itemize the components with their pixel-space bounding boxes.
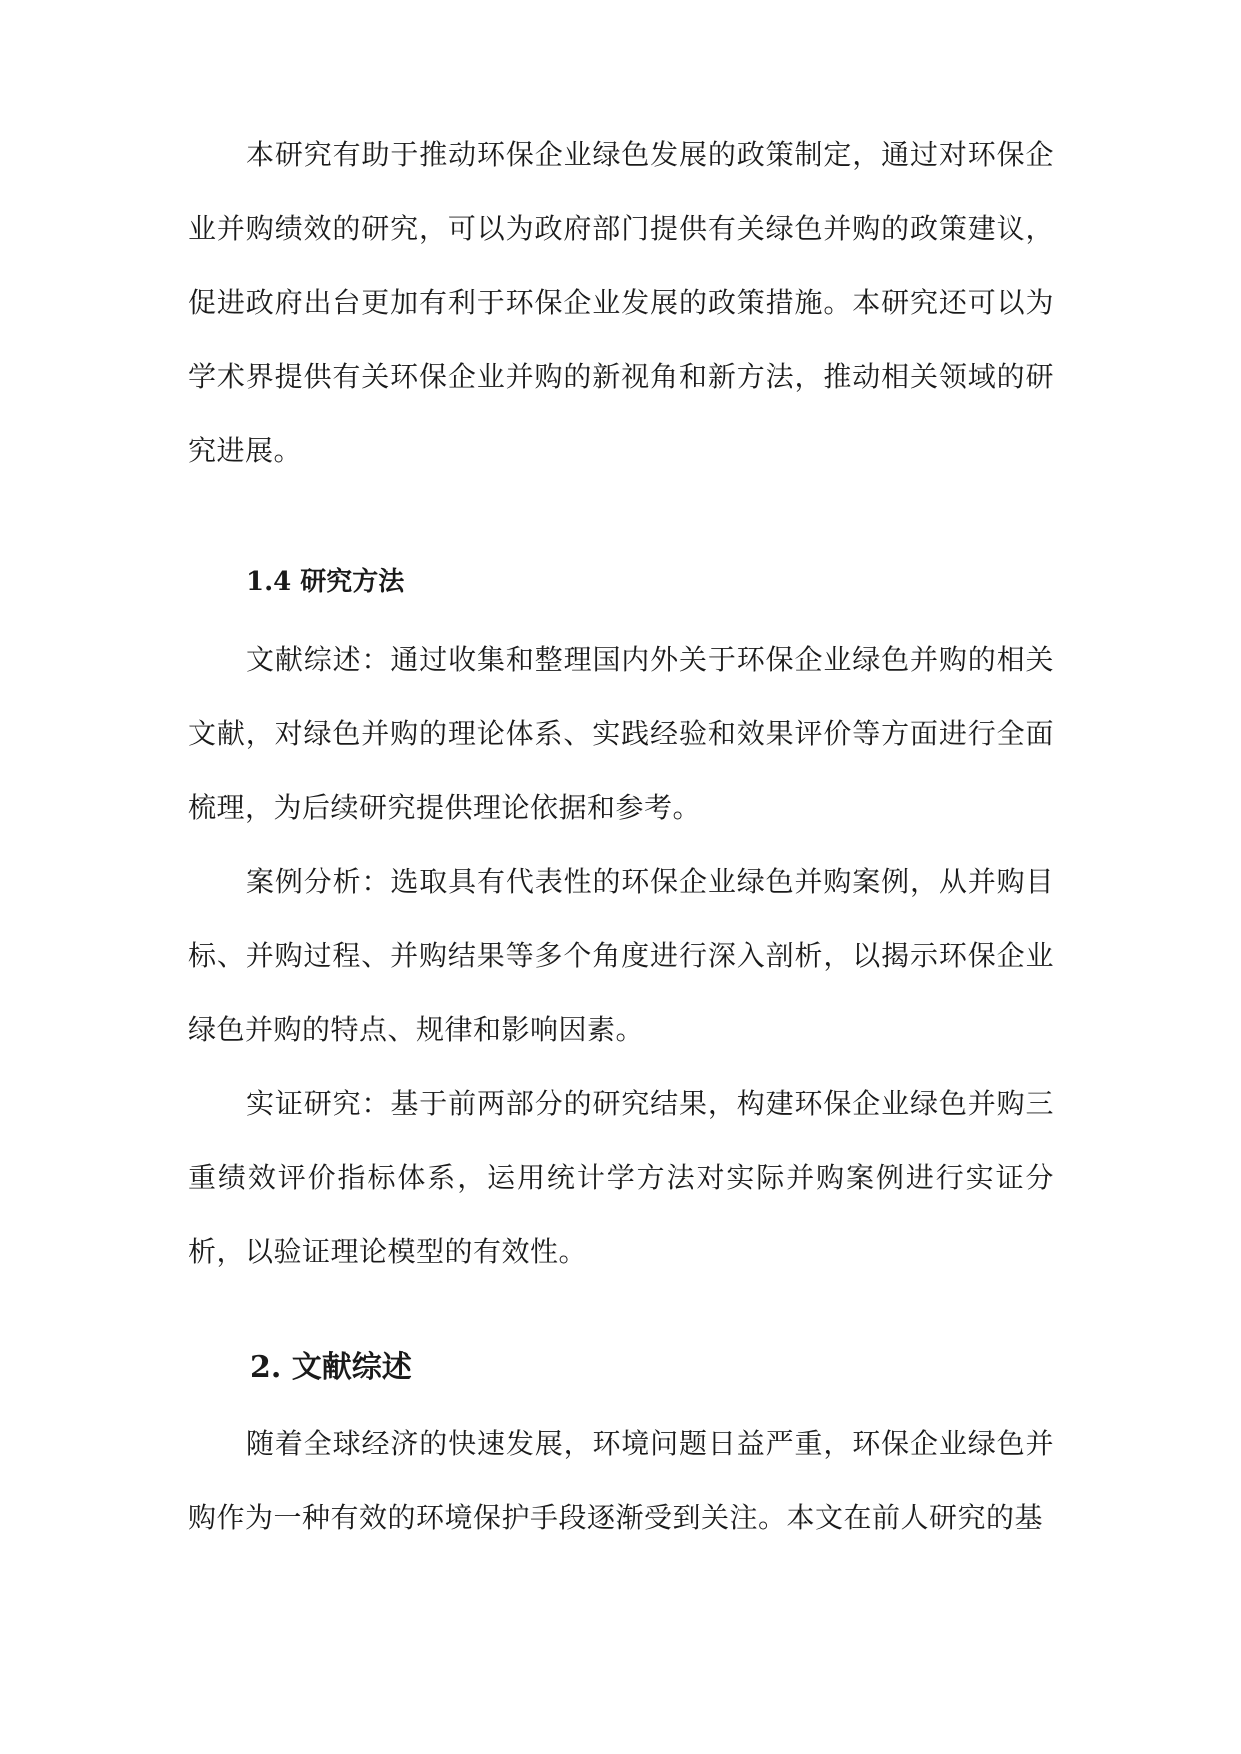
paragraph-case-analysis-method: 案例分析：选取具有代表性的环保企业绿色并购案例，从并购目标、并购过程、并购结果等多个角度进行深入剖析，以揭示环保企业绿色并购的特点、规律和影响因素。 [188,865,1054,1046]
paragraph-policy-significance: 本研究有助于推动环保企业绿色发展的政策制定，通过对环保企业并购绩效的研究，可以为政府部门提供有关绿色并购的政策建议，促进政府出台更加有利于环保企业发展的政策措施。本研究还可以为学术界提供有关环保企业并购的新视角和新方法，推动相关领域的研究进展。 [188,138,1054,467]
paragraph-literature-review-intro: 随着全球经济的快速发展，环境问题日益严重，环保企业绿色并购作为一种有效的环境保护手段逐渐受到关注。本文在前人研究的基 [188,1427,1054,1534]
section-heading-literature-review: 2. 文献综述 [250,1350,412,1385]
section-heading-research-methods: 1.4 研究方法 [246,567,405,597]
paragraph-empirical-research-method: 实证研究：基于前两部分的研究结果，构建环保企业绿色并购三重绩效评价指标体系，运用统计学方法对实际并购案例进行实证分析，以验证理论模型的有效性。 [188,1087,1054,1268]
paragraph-literature-review-method: 文献综述：通过收集和整理国内外关于环保企业绿色并购的相关文献，对绿色并购的理论体系、实践经验和效果评价等方面进行全面梳理，为后续研究提供理论依据和参考。 [188,643,1054,824]
